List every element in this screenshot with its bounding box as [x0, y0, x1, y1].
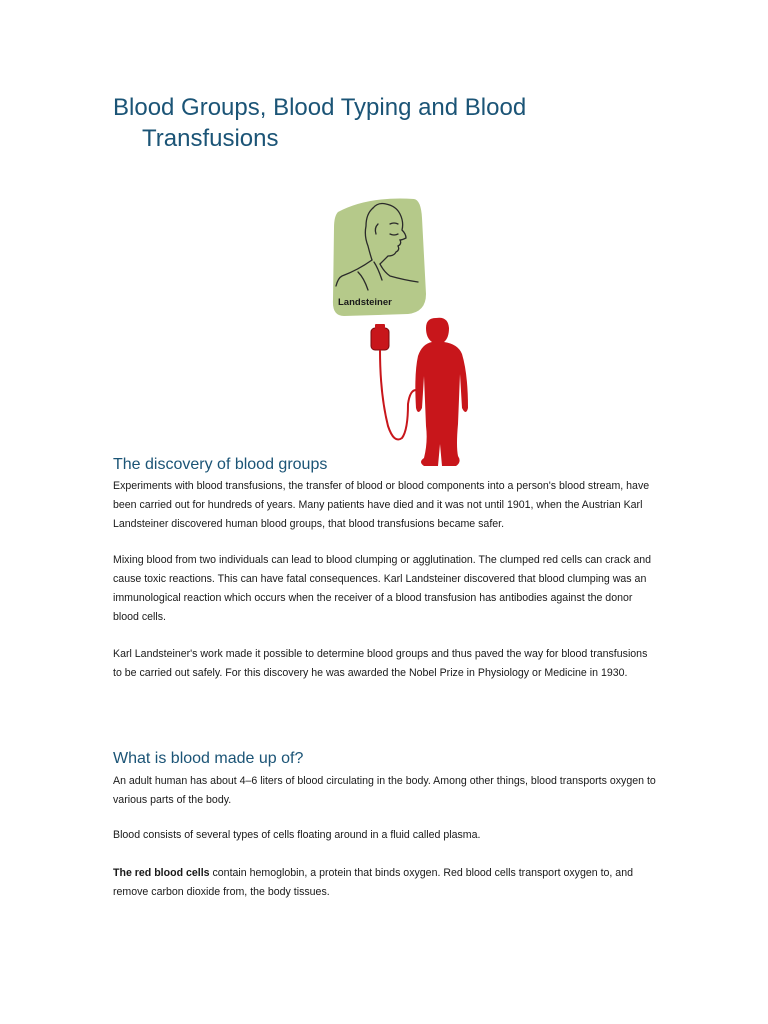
page-title — [113, 92, 673, 154]
paragraph: Karl Landsteiner's work made it possible to determine blood groups and thus paved the way for blood transfusions to be carried out safely. For this discovery he was awarded the Nobel Prize in Physiology or Medicine in 1930. — [113, 648, 648, 679]
paragraph: Blood consists of several types of cells floating around in a fluid called plasma. — [113, 829, 481, 841]
transfusion-figure — [371, 318, 468, 466]
paragraph: Experiments with blood transfusions, the transfer of blood or blood components into a person's blood stream, have been carried out for hundreds of years. Many patients have died and it was not until 1901, when the Austrian Karl Landsteiner discovered human blood groups, that blood transfusions became safer. — [113, 480, 650, 530]
landsteiner-portrait — [333, 199, 426, 316]
red-blood-cells-term: The red blood cells — [113, 867, 210, 879]
section-heading-blood-composition: What is blood made up of? — [113, 750, 304, 767]
section-heading-discovery: The discovery of blood groups — [113, 456, 328, 473]
portrait-caption: Landsteiner — [338, 297, 392, 308]
paragraph-red-blood-cells — [113, 864, 658, 902]
page-title-line-1: Blood Groups, Blood Typing and Blood — [113, 94, 527, 121]
paragraph: An adult human has about 4–6 liters of blood circulating in the body. Among other things, blood transports oxygen to various parts of the body. — [113, 775, 656, 806]
red-blood-cells-text: contain hemoglobin, a protein that binds oxygen. Red blood cells transport oxygen to, and remove carbon dioxide from, the body tissues. — [113, 867, 633, 898]
page-title-line-2: Transfusions — [142, 125, 279, 152]
paragraph: Mixing blood from two individuals can lead to blood clumping or agglutination. The clumped red cells can crack and cause toxic reactions. This can have fatal consequences. Karl Landsteiner discovered that blood clumping was an immunological reaction which occurs when the receiver of a blood transfusion has antibodies against the donor blood cells. — [113, 554, 652, 623]
landsteiner-transfusion-illustration — [328, 194, 474, 474]
